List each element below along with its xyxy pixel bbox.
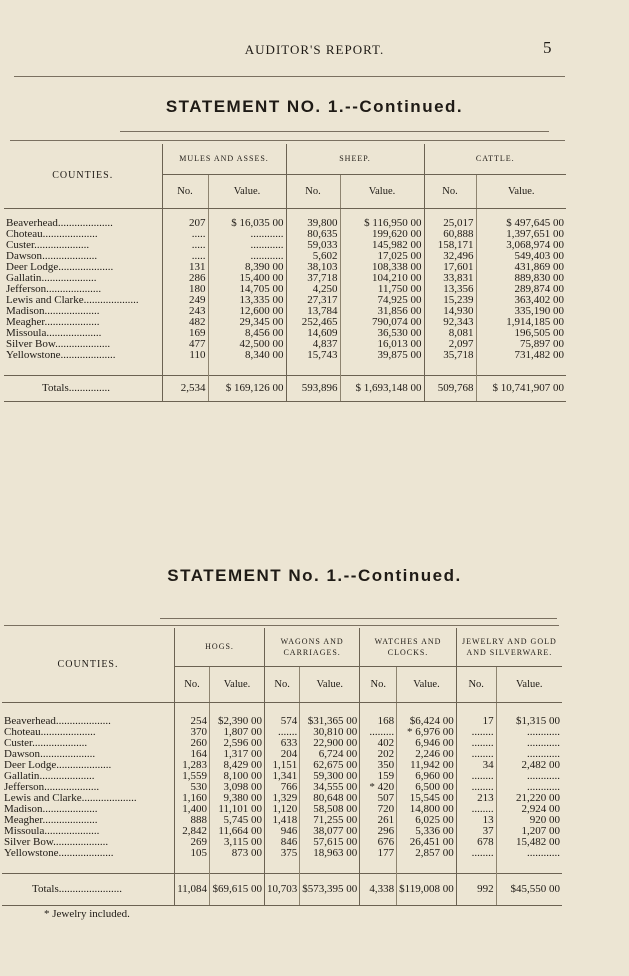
group-header: SHEEP. bbox=[286, 144, 424, 174]
count-cell: 482 bbox=[162, 317, 208, 328]
value-cell: 31,856 00 bbox=[340, 306, 424, 317]
count-cell: 261 bbox=[360, 815, 397, 826]
value-cell: 196,505 00 bbox=[476, 328, 566, 339]
value-cell: $ 116,950 00 bbox=[340, 208, 424, 229]
value-cell: 18,963 00 bbox=[300, 848, 360, 859]
count-cell: ....... bbox=[265, 727, 300, 738]
spacer-cell bbox=[175, 859, 210, 873]
table-row bbox=[4, 240, 566, 251]
value-cell: 38,077 00 bbox=[300, 826, 360, 837]
count-cell: 39,800 bbox=[286, 208, 340, 229]
value-cell: 8,340 00 bbox=[208, 350, 286, 361]
value-cell: 6,946 00 bbox=[397, 738, 457, 749]
county-name: Beaverhead.................... bbox=[4, 715, 111, 727]
column-header: No. bbox=[286, 174, 340, 208]
count-cell: 13,356 bbox=[424, 284, 476, 295]
spacer-row bbox=[4, 361, 566, 375]
count-cell: 243 bbox=[162, 306, 208, 317]
spacer-cell bbox=[340, 361, 424, 375]
count-cell: ........ bbox=[456, 738, 496, 749]
count-cell: 269 bbox=[175, 837, 210, 848]
value-cell: ............ bbox=[496, 771, 562, 782]
county-name: Jefferson.................... bbox=[4, 782, 100, 793]
county-name: Gallatin.................... bbox=[6, 273, 97, 284]
group-header: WAGONS AND CARRIAGES. bbox=[265, 628, 360, 666]
total-cell: 10,703 bbox=[265, 873, 300, 905]
page-header: AUDITOR'S REPORT. bbox=[244, 42, 385, 57]
spacer-cell bbox=[424, 361, 476, 375]
column-header: Value. bbox=[476, 174, 566, 208]
count-cell: 37 bbox=[456, 826, 496, 837]
county-name: Dawson.................... bbox=[4, 749, 96, 760]
count-cell: 202 bbox=[360, 749, 397, 760]
value-cell: 14,800 00 bbox=[397, 804, 457, 815]
value-cell: 13,335 00 bbox=[208, 295, 286, 306]
count-cell: 13 bbox=[456, 815, 496, 826]
footnote: * Jewelry included. bbox=[44, 908, 130, 920]
county-name: Deer Lodge.................... bbox=[6, 262, 114, 273]
count-cell: 27,317 bbox=[286, 295, 340, 306]
table-row bbox=[4, 208, 566, 229]
county-name: Meagher.................... bbox=[4, 815, 98, 826]
column-header: Value. bbox=[397, 666, 457, 702]
count-cell: 252,465 bbox=[286, 317, 340, 328]
county-name: Silver Bow.................... bbox=[4, 837, 109, 848]
value-cell: 104,210 00 bbox=[340, 273, 424, 284]
table2-top-rule bbox=[160, 618, 557, 619]
count-cell: 37,718 bbox=[286, 273, 340, 284]
value-cell: 9,380 00 bbox=[210, 793, 265, 804]
column-header: Value. bbox=[300, 666, 360, 702]
count-cell: ........ bbox=[456, 848, 496, 859]
value-cell: $ 16,035 00 bbox=[208, 208, 286, 229]
value-cell: 3,115 00 bbox=[210, 837, 265, 848]
value-cell: 549,403 00 bbox=[476, 251, 566, 262]
count-cell: 8,081 bbox=[424, 328, 476, 339]
total-cell: 11,084 bbox=[175, 873, 210, 905]
value-cell: 108,338 00 bbox=[340, 262, 424, 273]
count-cell: 169 bbox=[162, 328, 208, 339]
column-header: Value. bbox=[496, 666, 562, 702]
value-cell: 11,664 00 bbox=[210, 826, 265, 837]
value-cell: ............ bbox=[496, 749, 562, 760]
value-cell: 62,675 00 bbox=[300, 760, 360, 771]
count-cell: 60,888 bbox=[424, 229, 476, 240]
column-header: No. bbox=[175, 666, 210, 702]
group-header: JEWELRY AND GOLD AND SILVERWARE. bbox=[456, 628, 562, 666]
value-cell: 16,013 00 bbox=[340, 339, 424, 350]
county-name: Choteau.................... bbox=[6, 229, 98, 240]
value-cell: 71,255 00 bbox=[300, 815, 360, 826]
spacer-cell bbox=[208, 361, 286, 375]
count-cell: 4,837 bbox=[286, 339, 340, 350]
value-cell: 22,900 00 bbox=[300, 738, 360, 749]
county-name: Madison.................... bbox=[4, 804, 98, 815]
county-name: Yellowstone.................... bbox=[4, 848, 114, 859]
count-cell: 33,831 bbox=[424, 273, 476, 284]
count-cell: 14,930 bbox=[424, 306, 476, 317]
count-cell: 25,017 bbox=[424, 208, 476, 229]
spacer-cell bbox=[4, 361, 162, 375]
column-header: No. bbox=[424, 174, 476, 208]
count-cell: 177 bbox=[360, 848, 397, 859]
total-cell: $ 1,693,148 00 bbox=[340, 375, 424, 401]
value-cell: 6,724 00 bbox=[300, 749, 360, 760]
count-cell: 888 bbox=[175, 815, 210, 826]
count-cell: 180 bbox=[162, 284, 208, 295]
value-cell: 11,750 00 bbox=[340, 284, 424, 295]
table-row bbox=[4, 328, 566, 339]
count-cell: 213 bbox=[456, 793, 496, 804]
count-cell: 15,239 bbox=[424, 295, 476, 306]
value-cell: ............ bbox=[496, 727, 562, 738]
spacer-cell bbox=[2, 859, 175, 873]
value-cell: 3,068,974 00 bbox=[476, 240, 566, 251]
value-cell: $6,424 00 bbox=[397, 702, 457, 727]
total-cell: $573,395 00 bbox=[300, 873, 360, 905]
count-cell: 846 bbox=[265, 837, 300, 848]
total-cell: $ 169,126 00 bbox=[208, 375, 286, 401]
value-cell: 1,317 00 bbox=[210, 749, 265, 760]
count-cell: 17,601 bbox=[424, 262, 476, 273]
column-header: Value. bbox=[210, 666, 265, 702]
value-cell: 80,648 00 bbox=[300, 793, 360, 804]
count-cell: 207 bbox=[162, 208, 208, 229]
table1-top-rule bbox=[120, 131, 549, 132]
county-name: Deer Lodge.................... bbox=[4, 760, 112, 771]
page-number: 5 bbox=[543, 38, 552, 57]
count-cell: 477 bbox=[162, 339, 208, 350]
value-cell: ............ bbox=[496, 848, 562, 859]
count-cell: 254 bbox=[175, 702, 210, 727]
table2 bbox=[2, 628, 562, 906]
value-cell: ............ bbox=[208, 229, 286, 240]
value-cell: 5,745 00 bbox=[210, 815, 265, 826]
total-cell: $119,008 00 bbox=[397, 873, 457, 905]
value-cell: $2,390 00 bbox=[210, 702, 265, 727]
value-cell: 363,402 00 bbox=[476, 295, 566, 306]
spacer-cell bbox=[397, 859, 457, 873]
value-cell: * 6,976 00 bbox=[397, 727, 457, 738]
value-cell: 8,100 00 bbox=[210, 771, 265, 782]
total-cell: 509,768 bbox=[424, 375, 476, 401]
count-cell: 59,033 bbox=[286, 240, 340, 251]
count-cell: 1,400 bbox=[175, 804, 210, 815]
count-cell: 35,718 bbox=[424, 350, 476, 361]
value-cell: 145,982 00 bbox=[340, 240, 424, 251]
count-cell: 110 bbox=[162, 350, 208, 361]
value-cell: 731,482 00 bbox=[476, 350, 566, 361]
value-cell: 26,451 00 bbox=[397, 837, 457, 848]
count-cell: 1,120 bbox=[265, 804, 300, 815]
value-cell: 335,190 00 bbox=[476, 306, 566, 317]
count-cell: 946 bbox=[265, 826, 300, 837]
counties-header: COUNTIES. bbox=[2, 628, 175, 702]
counties-header: COUNTIES. bbox=[4, 144, 162, 208]
table1 bbox=[4, 144, 566, 402]
count-cell: 676 bbox=[360, 837, 397, 848]
value-cell: 12,600 00 bbox=[208, 306, 286, 317]
value-cell: 3,098 00 bbox=[210, 782, 265, 793]
county-name: Silver Bow.................... bbox=[6, 339, 111, 350]
count-cell: 159 bbox=[360, 771, 397, 782]
count-cell: 32,496 bbox=[424, 251, 476, 262]
count-cell: ........ bbox=[456, 804, 496, 815]
count-cell: 633 bbox=[265, 738, 300, 749]
value-cell: 15,545 00 bbox=[397, 793, 457, 804]
table-row bbox=[4, 306, 566, 317]
value-cell: 29,345 00 bbox=[208, 317, 286, 328]
spacer-cell bbox=[286, 361, 340, 375]
count-cell: ..... bbox=[162, 229, 208, 240]
table-row bbox=[2, 848, 562, 859]
value-cell: 1,914,185 00 bbox=[476, 317, 566, 328]
count-cell: 1,151 bbox=[265, 760, 300, 771]
value-cell: $31,365 00 bbox=[300, 702, 360, 727]
value-cell: 11,101 00 bbox=[210, 804, 265, 815]
county-name: Missoula.................... bbox=[6, 328, 102, 339]
count-cell: 158,171 bbox=[424, 240, 476, 251]
county-name: Gallatin.................... bbox=[4, 771, 95, 782]
table-row bbox=[4, 295, 566, 306]
value-cell: 873 00 bbox=[210, 848, 265, 859]
county-name: Jefferson.................... bbox=[6, 284, 102, 295]
totals-label: Totals............... bbox=[4, 375, 162, 401]
county-name: Custer.................... bbox=[6, 240, 90, 251]
count-cell: 1,283 bbox=[175, 760, 210, 771]
total-cell: 4,338 bbox=[360, 873, 397, 905]
count-cell: 17 bbox=[456, 702, 496, 727]
spacer-cell bbox=[210, 859, 265, 873]
count-cell: 249 bbox=[162, 295, 208, 306]
value-cell: 39,875 00 bbox=[340, 350, 424, 361]
table-row bbox=[4, 339, 566, 350]
table-row bbox=[2, 702, 562, 727]
value-cell: 42,500 00 bbox=[208, 339, 286, 350]
count-cell: 131 bbox=[162, 262, 208, 273]
count-cell: 168 bbox=[360, 702, 397, 727]
value-cell: 21,220 00 bbox=[496, 793, 562, 804]
count-cell: 375 bbox=[265, 848, 300, 859]
value-cell: ............ bbox=[208, 251, 286, 262]
count-cell: 34 bbox=[456, 760, 496, 771]
count-cell: 720 bbox=[360, 804, 397, 815]
value-cell: 5,336 00 bbox=[397, 826, 457, 837]
value-cell: 199,620 00 bbox=[340, 229, 424, 240]
group-header: MULES AND ASSES. bbox=[162, 144, 286, 174]
value-cell: 889,830 00 bbox=[476, 273, 566, 284]
count-cell: ........ bbox=[456, 727, 496, 738]
value-cell: 6,500 00 bbox=[397, 782, 457, 793]
count-cell: 92,343 bbox=[424, 317, 476, 328]
column-header: No. bbox=[360, 666, 397, 702]
table-row bbox=[4, 262, 566, 273]
statement-title-2: STATEMENT No. 1.--Continued. bbox=[167, 566, 462, 585]
group-header: CATTLE. bbox=[424, 144, 566, 174]
value-cell: 36,530 00 bbox=[340, 328, 424, 339]
count-cell: 1,418 bbox=[265, 815, 300, 826]
count-cell: 574 bbox=[265, 702, 300, 727]
count-cell: 530 bbox=[175, 782, 210, 793]
value-cell: 431,869 00 bbox=[476, 262, 566, 273]
county-name: Lewis and Clarke.................... bbox=[6, 295, 139, 306]
count-cell: 296 bbox=[360, 826, 397, 837]
value-cell: 74,925 00 bbox=[340, 295, 424, 306]
value-cell: 17,025 00 bbox=[340, 251, 424, 262]
value-cell: 790,074 00 bbox=[340, 317, 424, 328]
table-row bbox=[4, 251, 566, 262]
count-cell: 1,341 bbox=[265, 771, 300, 782]
county-name: Beaverhead.................... bbox=[6, 217, 113, 229]
count-cell: 14,609 bbox=[286, 328, 340, 339]
column-header: Value. bbox=[208, 174, 286, 208]
value-cell: ............ bbox=[208, 240, 286, 251]
count-cell: 370 bbox=[175, 727, 210, 738]
value-cell: 30,810 00 bbox=[300, 727, 360, 738]
value-cell: 15,482 00 bbox=[496, 837, 562, 848]
count-cell: 2,842 bbox=[175, 826, 210, 837]
count-cell: 15,743 bbox=[286, 350, 340, 361]
county-name: Lewis and Clarke.................... bbox=[4, 793, 137, 804]
value-cell: 57,615 00 bbox=[300, 837, 360, 848]
value-cell: 289,874 00 bbox=[476, 284, 566, 295]
total-cell: $ 10,741,907 00 bbox=[476, 375, 566, 401]
table-row bbox=[4, 229, 566, 240]
total-cell: 992 bbox=[456, 873, 496, 905]
spacer-row bbox=[2, 859, 562, 873]
count-cell: 402 bbox=[360, 738, 397, 749]
value-cell: 58,508 00 bbox=[300, 804, 360, 815]
count-cell: 507 bbox=[360, 793, 397, 804]
count-cell: 5,602 bbox=[286, 251, 340, 262]
value-cell: 1,397,651 00 bbox=[476, 229, 566, 240]
county-name: Custer.................... bbox=[4, 738, 88, 749]
value-cell: 15,400 00 bbox=[208, 273, 286, 284]
total-cell: 593,896 bbox=[286, 375, 340, 401]
count-cell: 105 bbox=[175, 848, 210, 859]
county-name: Dawson.................... bbox=[6, 251, 98, 262]
column-header: Value. bbox=[340, 174, 424, 208]
group-header: HOGS. bbox=[175, 628, 265, 666]
spacer-cell bbox=[162, 361, 208, 375]
table-row bbox=[4, 317, 566, 328]
table-row bbox=[4, 350, 566, 361]
count-cell: 4,250 bbox=[286, 284, 340, 295]
column-header: No. bbox=[162, 174, 208, 208]
value-cell: 2,482 00 bbox=[496, 760, 562, 771]
county-name: Choteau.................... bbox=[4, 727, 96, 738]
count-cell: 678 bbox=[456, 837, 496, 848]
count-cell: 1,329 bbox=[265, 793, 300, 804]
spacer-cell bbox=[496, 859, 562, 873]
spacer-cell bbox=[360, 859, 397, 873]
spacer-cell bbox=[300, 859, 360, 873]
count-cell: 260 bbox=[175, 738, 210, 749]
value-cell: 2,596 00 bbox=[210, 738, 265, 749]
statement-title-1: STATEMENT NO. 1.--Continued. bbox=[165, 97, 464, 116]
value-cell: 59,300 00 bbox=[300, 771, 360, 782]
county-name: Meagher.................... bbox=[6, 317, 100, 328]
count-cell: 204 bbox=[265, 749, 300, 760]
value-cell: 8,456 00 bbox=[208, 328, 286, 339]
value-cell: 8,429 00 bbox=[210, 760, 265, 771]
value-cell: ............ bbox=[496, 782, 562, 793]
value-cell: 1,207 00 bbox=[496, 826, 562, 837]
total-cell: $45,550 00 bbox=[496, 873, 562, 905]
count-cell: 13,784 bbox=[286, 306, 340, 317]
count-cell: 2,097 bbox=[424, 339, 476, 350]
table-row bbox=[4, 273, 566, 284]
value-cell: $1,315 00 bbox=[496, 702, 562, 727]
value-cell: 920 00 bbox=[496, 815, 562, 826]
count-cell: ........ bbox=[456, 771, 496, 782]
column-header: No. bbox=[265, 666, 300, 702]
count-cell: * 420 bbox=[360, 782, 397, 793]
value-cell: 2,924 00 bbox=[496, 804, 562, 815]
county-name: Yellowstone.................... bbox=[6, 350, 116, 361]
value-cell: $ 497,645 00 bbox=[476, 208, 566, 229]
count-cell: ........ bbox=[456, 782, 496, 793]
count-cell: 80,635 bbox=[286, 229, 340, 240]
value-cell: 6,960 00 bbox=[397, 771, 457, 782]
value-cell: 34,555 00 bbox=[300, 782, 360, 793]
count-cell: 350 bbox=[360, 760, 397, 771]
value-cell: 2,246 00 bbox=[397, 749, 457, 760]
count-cell: ..... bbox=[162, 251, 208, 262]
table2-top-rule-2 bbox=[4, 625, 559, 626]
spacer-cell bbox=[456, 859, 496, 873]
count-cell: ......... bbox=[360, 727, 397, 738]
count-cell: 1,559 bbox=[175, 771, 210, 782]
count-cell: ........ bbox=[456, 749, 496, 760]
value-cell: 6,025 00 bbox=[397, 815, 457, 826]
count-cell: 1,160 bbox=[175, 793, 210, 804]
column-header: No. bbox=[456, 666, 496, 702]
value-cell: ............ bbox=[496, 738, 562, 749]
value-cell: 1,807 00 bbox=[210, 727, 265, 738]
count-cell: 766 bbox=[265, 782, 300, 793]
header-rule bbox=[14, 76, 565, 77]
totals-row bbox=[4, 375, 566, 401]
total-cell: $69,615 00 bbox=[210, 873, 265, 905]
count-cell: 38,103 bbox=[286, 262, 340, 273]
spacer-cell bbox=[476, 361, 566, 375]
totals-row bbox=[2, 873, 562, 905]
table-row bbox=[4, 284, 566, 295]
value-cell: 8,390 00 bbox=[208, 262, 286, 273]
total-cell: 2,534 bbox=[162, 375, 208, 401]
count-cell: ..... bbox=[162, 240, 208, 251]
value-cell: 2,857 00 bbox=[397, 848, 457, 859]
group-header: WATCHES AND CLOCKS. bbox=[360, 628, 457, 666]
county-name: Missoula.................... bbox=[4, 826, 100, 837]
count-cell: 164 bbox=[175, 749, 210, 760]
value-cell: 75,897 00 bbox=[476, 339, 566, 350]
table1-top-rule-2 bbox=[10, 140, 565, 141]
count-cell: 286 bbox=[162, 273, 208, 284]
spacer-cell bbox=[265, 859, 300, 873]
value-cell: 14,705 00 bbox=[208, 284, 286, 295]
county-name: Madison.................... bbox=[6, 306, 100, 317]
totals-label: Totals....................... bbox=[2, 873, 175, 905]
value-cell: 11,942 00 bbox=[397, 760, 457, 771]
